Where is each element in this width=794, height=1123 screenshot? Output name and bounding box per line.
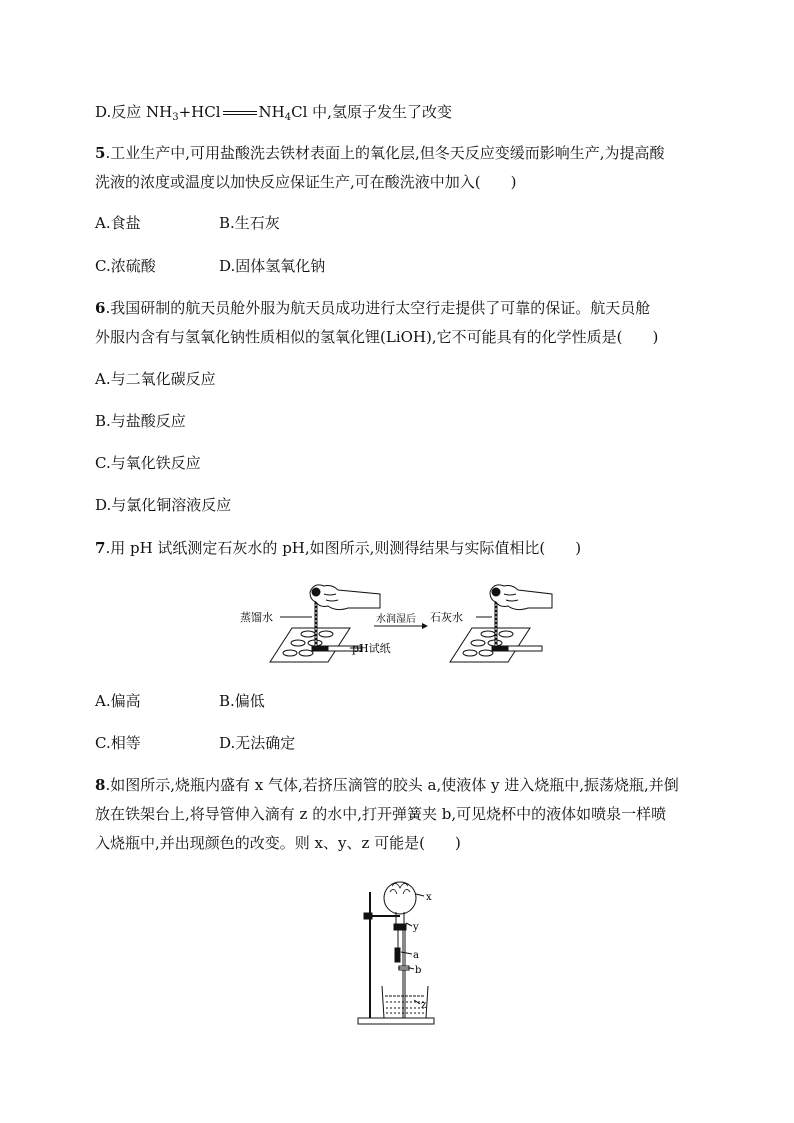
label-y: y — [413, 922, 419, 933]
label-z: z — [421, 1000, 427, 1011]
q4-d-text: D.反应 NH — [95, 103, 173, 121]
question-number: 7 — [95, 539, 106, 557]
round-flask — [384, 882, 416, 914]
subscript: 4 — [284, 112, 292, 123]
q7-option-c: C.相等 — [95, 734, 141, 752]
right-scene — [450, 585, 552, 662]
q6-option-a: A.与二氧化碳反应 — [95, 370, 216, 388]
q7-stem — [95, 537, 581, 559]
q7-figure — [240, 580, 560, 670]
q6-stem-line1 — [95, 297, 650, 319]
question-number: 6 — [95, 299, 106, 317]
hand-drawing — [310, 585, 380, 610]
q4-option-d — [95, 101, 452, 129]
q5-option-b: B.生石灰 — [219, 214, 280, 232]
q6-option-b: B.与盐酸反应 — [95, 412, 186, 430]
q8-stem-line2: 放在铁架台上,将导管伸入滴有 z 的水中,打开弹簧夹 b,可见烧杯中的液体如喷泉一样喷 — [95, 805, 667, 823]
q7-option-b: B.偏低 — [219, 692, 265, 710]
subscript: 3 — [172, 112, 179, 123]
q8-text: .如图所示,烧瓶内盛有 x 气体,若挤压滴管的胶头 a,使液体 y 进入烧瓶中,振荡烧瓶,并倒 — [105, 776, 679, 794]
question-number: 5 — [95, 144, 106, 162]
q5-text: .工业生产中,可用盐酸洗去铁材表面上的氧化层,但冬天反应变缓而影响生产,为提高酸 — [105, 144, 665, 162]
q5-option-d: D.固体氢氧化钠 — [219, 257, 326, 275]
label-after-wetting: 水润湿后 — [376, 614, 416, 625]
label-a: a — [413, 950, 419, 961]
question-number: 8 — [95, 776, 106, 794]
q8-stem-line1 — [95, 774, 679, 796]
q7-text: .用 pH 试纸测定石灰水的 pH,如图所示,则测得结果与实际值相比( ) — [105, 539, 582, 557]
q7-option-a: A.偏高 — [95, 692, 141, 710]
q8-stem-line3: 入烧瓶中,并出现颜色的改变。则 x、y、z 可能是( ) — [95, 834, 461, 852]
q6-option-c: C.与氧化铁反应 — [95, 454, 201, 472]
q4-d-text: +HCl — [178, 103, 221, 121]
q4-d-text: Cl 中,氢原子发生了改变 — [291, 103, 452, 121]
q5-option-a: A.食盐 — [95, 214, 141, 232]
q5-option-c: C.浓硫酸 — [95, 257, 156, 275]
q5-stem-line2: 洗液的浓度或温度以加快反应保证生产,可在酸洗液中加入( ) — [95, 173, 517, 191]
equals-sign — [223, 111, 257, 115]
label-x: x — [426, 892, 432, 903]
q6-text: .我国研制的航天员舱外服为航天员成功进行太空行走提供了可靠的保证。航天员舱 — [105, 299, 651, 317]
q8-fountain-apparatus — [350, 878, 450, 1030]
q6-stem-line2: 外服内含有与氢氧化钠性质相似的氢氧化锂(LiOH),它不可能具有的化学性质是( ) — [95, 328, 659, 346]
q4-d-text: NH — [258, 103, 285, 121]
label-b: b — [415, 965, 422, 976]
q5-stem-line1 — [95, 142, 665, 164]
q6-option-d: D.与氯化铜溶液反应 — [95, 496, 232, 514]
label-ph-paper: pH试纸 — [352, 642, 391, 655]
label-limewater: 石灰水 — [430, 611, 463, 624]
iron-stand-base — [358, 1018, 434, 1024]
dropper-bulb — [395, 948, 400, 962]
label-distilled-water: 蒸馏水 — [240, 611, 273, 624]
q7-option-d: D.无法确定 — [219, 734, 296, 752]
